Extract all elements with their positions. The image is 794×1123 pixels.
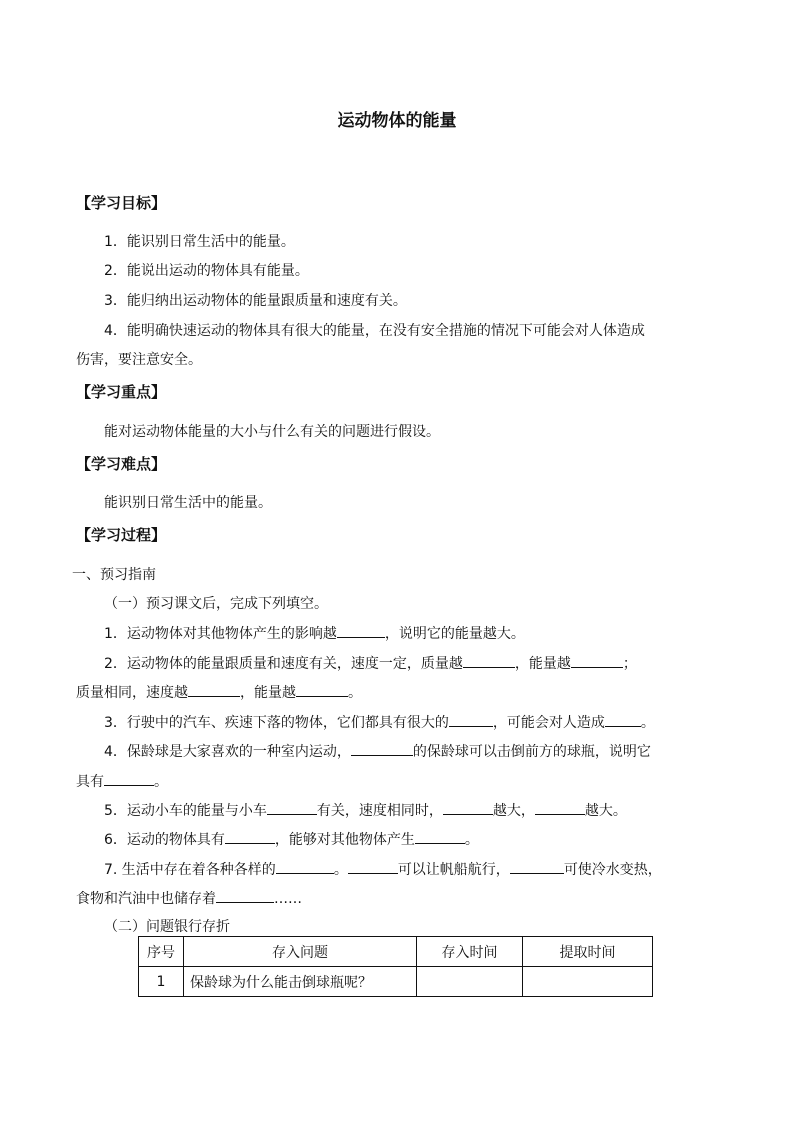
answer-blank[interactable]: [104, 771, 154, 786]
fill-question-6: 6．运动的物体具有 ，能够对其他物体产生 。: [104, 829, 479, 850]
answer-blank[interactable]: [535, 800, 585, 815]
process-heading: 【学习过程】: [76, 526, 167, 544]
answer-blank[interactable]: [216, 888, 274, 903]
answer-blank[interactable]: [296, 682, 348, 697]
fill-question-1: 1．运动物体对其他物体产生的影响越 ，说明它的能量越大。: [104, 623, 525, 644]
answer-blank[interactable]: [351, 741, 413, 756]
goal-item: 4．能明确快速运动的物体具有很大的能量，在没有安全措施的情况下可能会对人体造成: [104, 323, 645, 339]
cell-index: 1: [139, 967, 184, 997]
key-heading: 【学习重点】: [76, 383, 167, 401]
goal-item: 1．能识别日常生活中的能量。: [104, 234, 295, 250]
answer-blank[interactable]: [605, 712, 641, 727]
goal-item: 3．能归纳出运动物体的能量跟质量和速度有关。: [104, 293, 407, 309]
fill-question-7-continuation: 食物和汽油中也储存着 ……: [76, 888, 302, 909]
difficulty-heading: 【学习难点】: [76, 455, 167, 473]
fill-question-4-continuation: 具有 。: [76, 771, 168, 792]
header-withdraw-time: 提取时间: [523, 937, 653, 967]
header-index: 序号: [139, 937, 184, 967]
answer-blank[interactable]: [571, 653, 623, 668]
answer-blank[interactable]: [415, 829, 465, 844]
cell-question: 保龄球为什么能击倒球瓶呢？: [184, 967, 417, 997]
header-question: 存入问题: [184, 937, 417, 967]
fill-question-5: 5．运动小车的能量与小车 有关，速度相同时， 越大， 越大。: [104, 800, 627, 821]
goal-item-continuation: 伤害，要注意安全。: [76, 352, 202, 368]
goal-item: 2．能说出运动的物体具有能量。: [104, 263, 309, 279]
question-bank-table: [138, 936, 653, 997]
header-deposit-time: 存入时间: [417, 937, 523, 967]
preview-subheading: （一）预习课文后，完成下列填空。: [104, 596, 328, 612]
answer-blank[interactable]: [463, 653, 515, 668]
answer-blank[interactable]: [188, 682, 240, 697]
answer-blank[interactable]: [510, 859, 564, 874]
cell-withdraw-time[interactable]: [523, 967, 653, 997]
cell-deposit-time[interactable]: [417, 967, 523, 997]
answer-blank[interactable]: [348, 859, 398, 874]
fill-question-7: 7. 生活中存在着各种各样的 。 可以让帆船航行， 可使冷水变热，: [104, 859, 662, 880]
preview-heading: 一、预习指南: [72, 567, 156, 583]
fill-question-2-continuation: 质量相同，速度越 ，能量越 。: [76, 682, 362, 703]
answer-blank[interactable]: [443, 800, 493, 815]
difficulty-text: 能识别日常生活中的能量。: [104, 495, 272, 511]
answer-blank[interactable]: [225, 829, 275, 844]
answer-blank[interactable]: [267, 800, 317, 815]
answer-blank[interactable]: [449, 712, 493, 727]
fill-question-2: 2．运动物体的能量跟质量和速度有关，速度一定，质量越 ，能量越 ；: [104, 653, 637, 674]
answer-blank[interactable]: [276, 859, 334, 874]
fill-question-3: 3．行驶中的汽车、疾速下落的物体，它们都具有很大的 ，可能会对人造成 。: [104, 712, 655, 733]
question-bank-heading: （二）问题银行存折: [104, 919, 230, 935]
answer-blank[interactable]: [337, 623, 385, 638]
page-title: 运动物体的能量: [337, 111, 457, 131]
fill-question-4: 4．保龄球是大家喜欢的一种室内运动， 的保龄球可以击倒前方的球瓶，说明它: [104, 741, 651, 762]
key-text: 能对运动物体能量的大小与什么有关的问题进行假设。: [104, 424, 440, 440]
table-header-row: [139, 937, 653, 967]
table-row: [139, 967, 653, 997]
goals-heading: 【学习目标】: [76, 194, 167, 212]
